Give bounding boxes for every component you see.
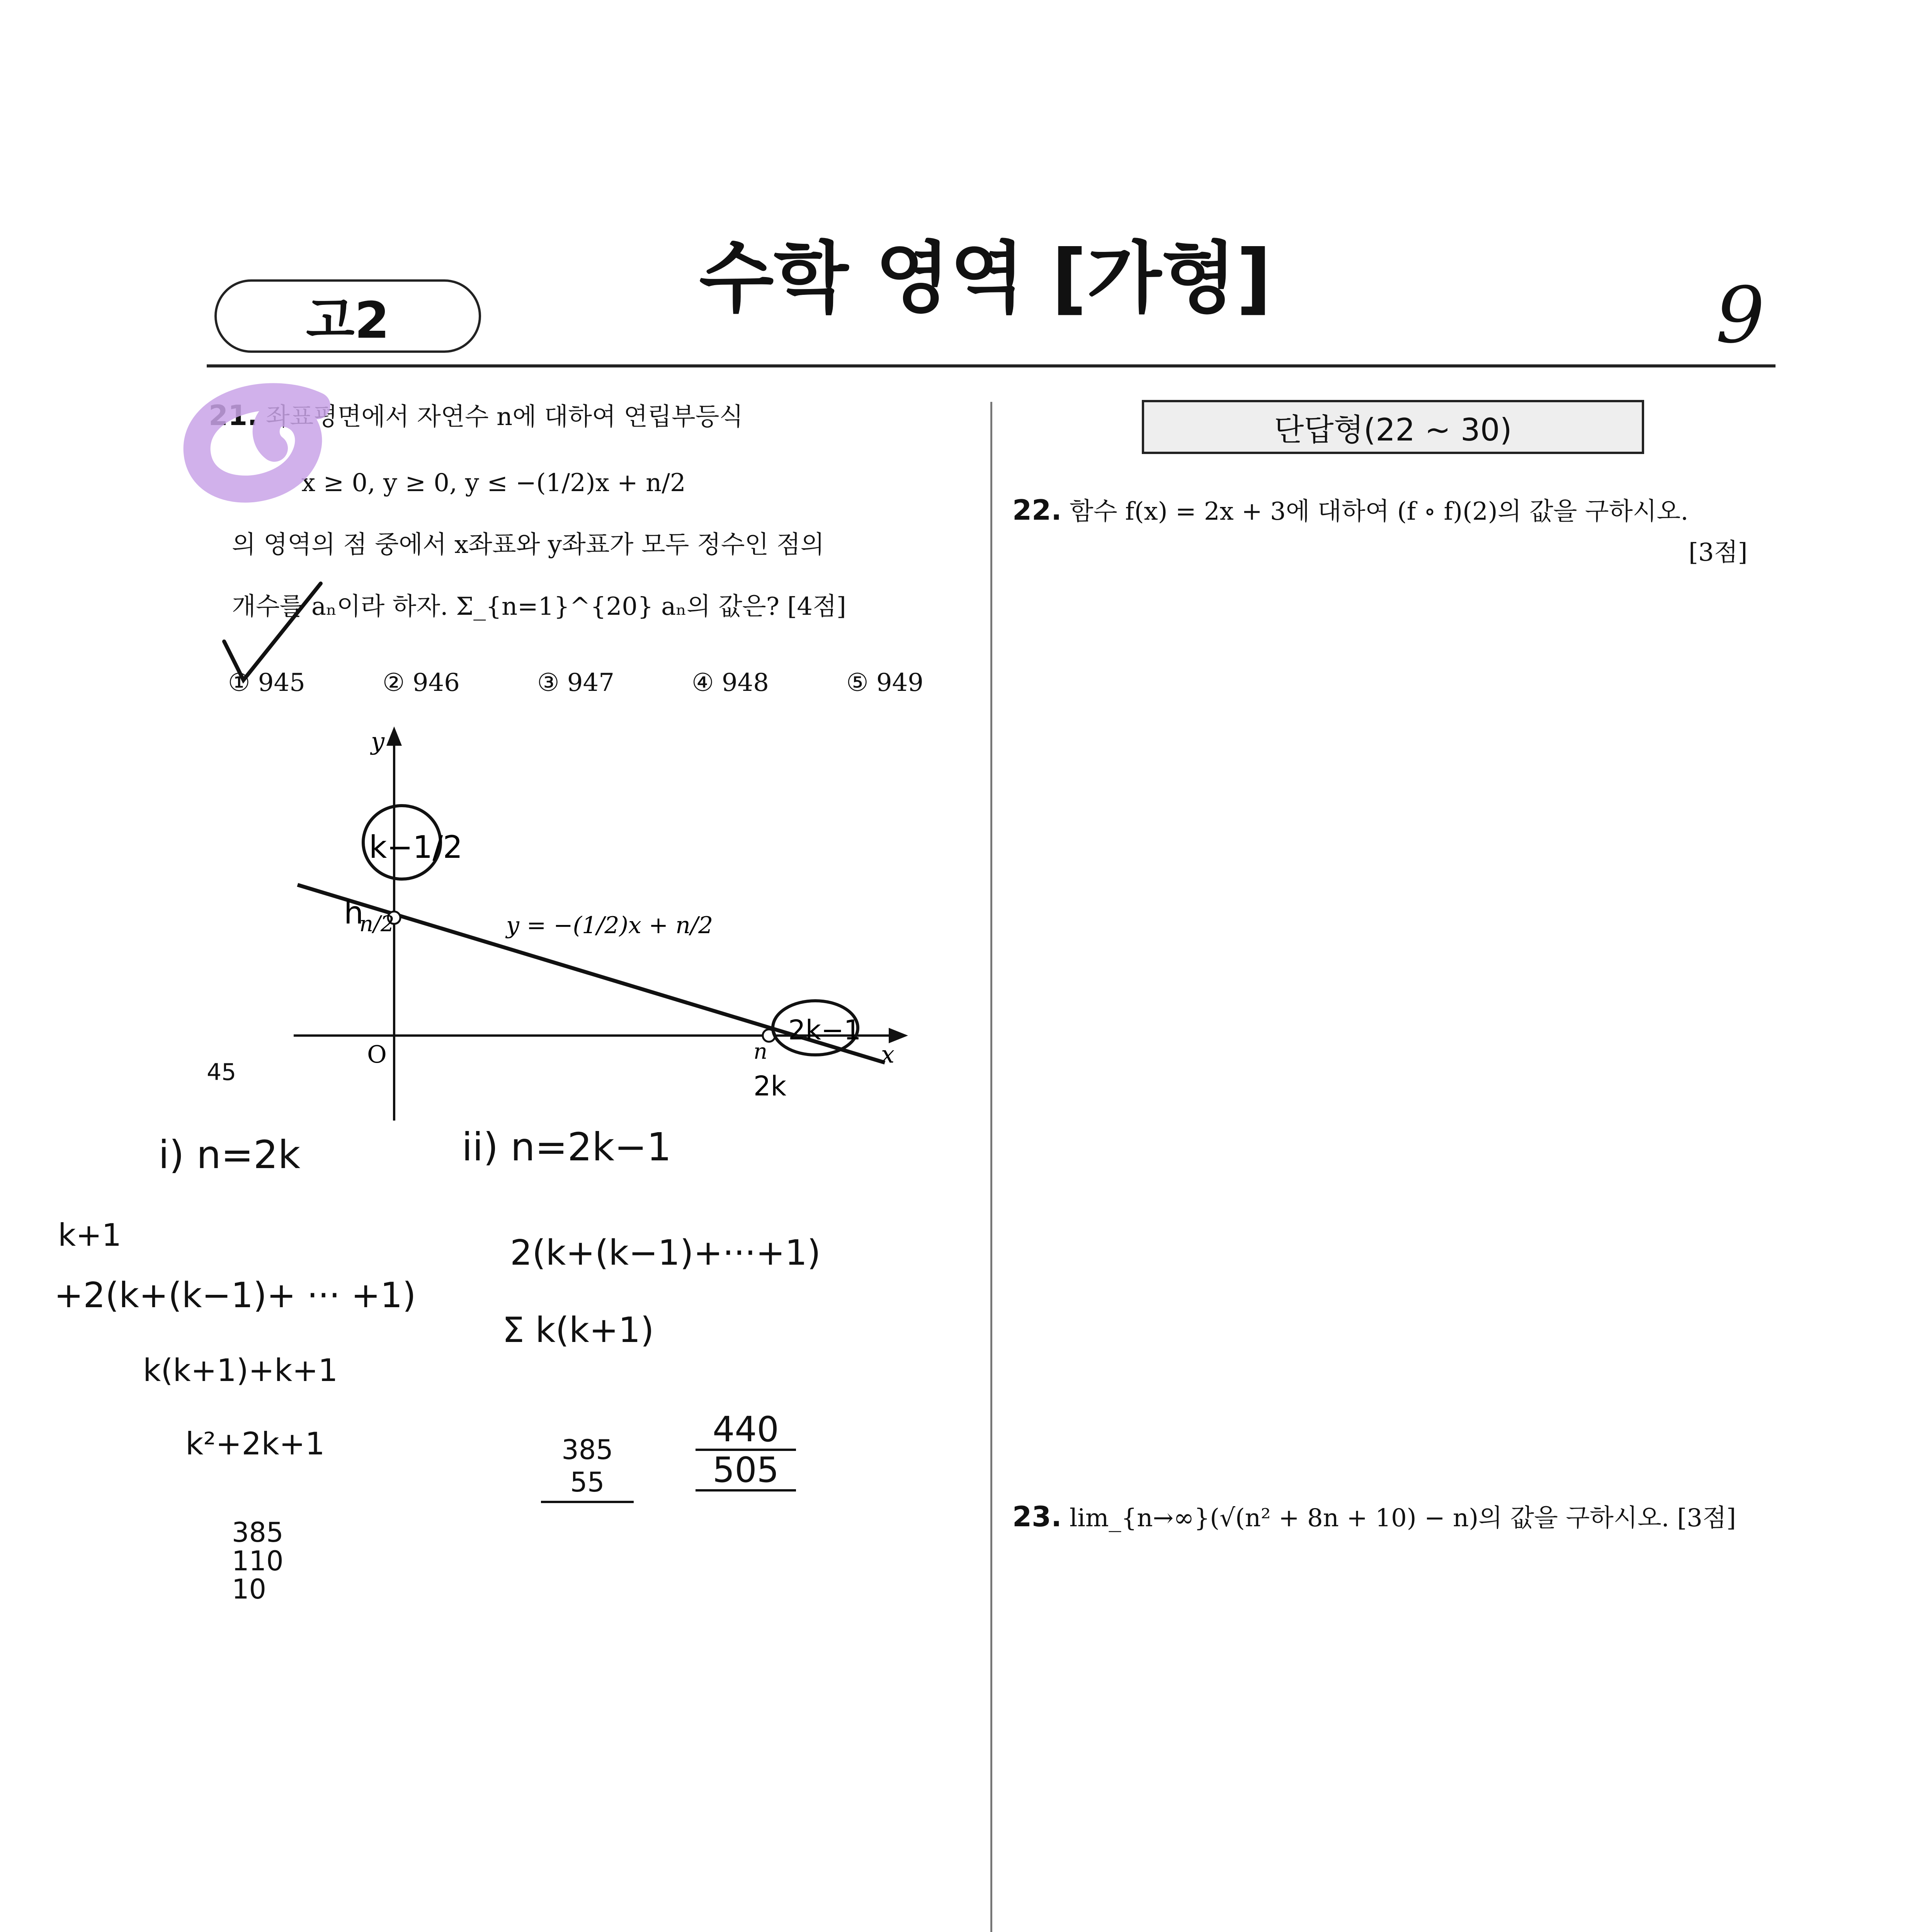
choice-3[interactable]: ③ 947	[537, 668, 614, 697]
question-23-number: 23.	[1012, 1500, 1062, 1533]
handwriting-frac-b-top: 440	[713, 1409, 779, 1450]
grade-badge: 고2	[214, 279, 481, 353]
handwriting-fraction-a	[541, 1434, 634, 1503]
page-title: 수학 영역 [가형]	[699, 233, 1272, 323]
check-mark	[216, 576, 340, 692]
highlighter-mark	[170, 383, 371, 537]
handwriting-n3: 10	[232, 1573, 267, 1605]
coordinate-graph	[270, 715, 927, 1140]
handwriting-n1: 385	[232, 1517, 284, 1548]
page-number: 9	[1716, 270, 1765, 361]
handwriting-sum2: 2(k+(k−1)+···+1)	[510, 1233, 821, 1273]
handwriting-circle-right: 2k−1	[788, 1014, 861, 1046]
column-divider	[990, 402, 992, 1932]
handwriting-2k: 2k	[753, 1070, 787, 1102]
question-22-points: [3점]	[1689, 538, 1748, 567]
question-21-line1: 좌표평면에서 자연수 n에 대하여 연립부등식	[265, 403, 743, 431]
handwriting-45: 45	[207, 1059, 236, 1086]
handwriting-expr2: k²+2k+1	[185, 1426, 325, 1462]
question-22-number: 22.	[1012, 494, 1062, 526]
section-header: 단답형(22 ~ 30)	[1142, 400, 1644, 454]
y-intercept-label: n/2	[359, 912, 395, 937]
header-rule	[207, 364, 1776, 367]
choice-5[interactable]: ⑤ 949	[846, 668, 923, 697]
question-22-text: 함수 f(x) = 2x + 3에 대하여 (f ∘ f)(2)의 값을 구하시오.	[1069, 497, 1689, 526]
handwriting-frac-a-bot: 55	[570, 1466, 605, 1498]
question-21-line3: 개수를 aₙ이라 하자. Σ_{n=1}^{20} aₙ의 값은? [4점]	[232, 592, 846, 621]
handwriting-k1: k+1	[58, 1217, 122, 1253]
handwriting-expr1: k(k+1)+k+1	[143, 1352, 338, 1388]
choice-2[interactable]: ② 946	[383, 668, 460, 697]
handwriting-case2: ii) n=2k−1	[462, 1124, 672, 1170]
x-intercept-label: n	[753, 1039, 768, 1064]
handwriting-frac-b-bot: 505	[713, 1450, 779, 1490]
question-23-text: lim_{n→∞}(√(n² + 8n + 10) − n)의 값을 구하시오. [3점]	[1069, 1504, 1736, 1532]
handwriting-sum1: +2(k+(k−1)+ ··· +1)	[54, 1275, 416, 1316]
question-21-number: 21.	[209, 399, 258, 432]
choice-4[interactable]: ④ 948	[692, 668, 769, 697]
question-22	[1012, 493, 1689, 527]
choice-1[interactable]: ① 945	[228, 668, 305, 697]
handwriting-column-numbers	[232, 1519, 284, 1604]
y-axis-arrow	[386, 726, 402, 746]
y-axis-label: y	[371, 727, 385, 755]
handwriting-n2: 110	[232, 1545, 284, 1577]
x-axis-label: x	[881, 1040, 895, 1068]
question-21-inequality: x ≥ 0, y ≥ 0, y ≤ −(1/2)x + n/2	[301, 469, 686, 497]
handwriting-frac-a-top: 385	[561, 1434, 613, 1466]
handwriting-case1: i) n=2k	[158, 1132, 301, 1177]
handwriting-fraction-b	[696, 1410, 796, 1492]
handwriting-frac-a-bar	[541, 1501, 634, 1503]
handwriting-h: h	[344, 895, 364, 931]
origin-label: O	[367, 1040, 387, 1068]
question-23	[1012, 1499, 1736, 1534]
handwriting-sum3: Σ k(k+1)	[502, 1310, 654, 1350]
line-equation-label: y = −(1/2)x + n/2	[506, 912, 713, 939]
question-21-line2: 의 영역의 점 중에서 x좌표와 y좌표가 모두 정수인 점의	[232, 531, 825, 559]
handwriting-circle-top: k−1/2	[369, 829, 463, 865]
